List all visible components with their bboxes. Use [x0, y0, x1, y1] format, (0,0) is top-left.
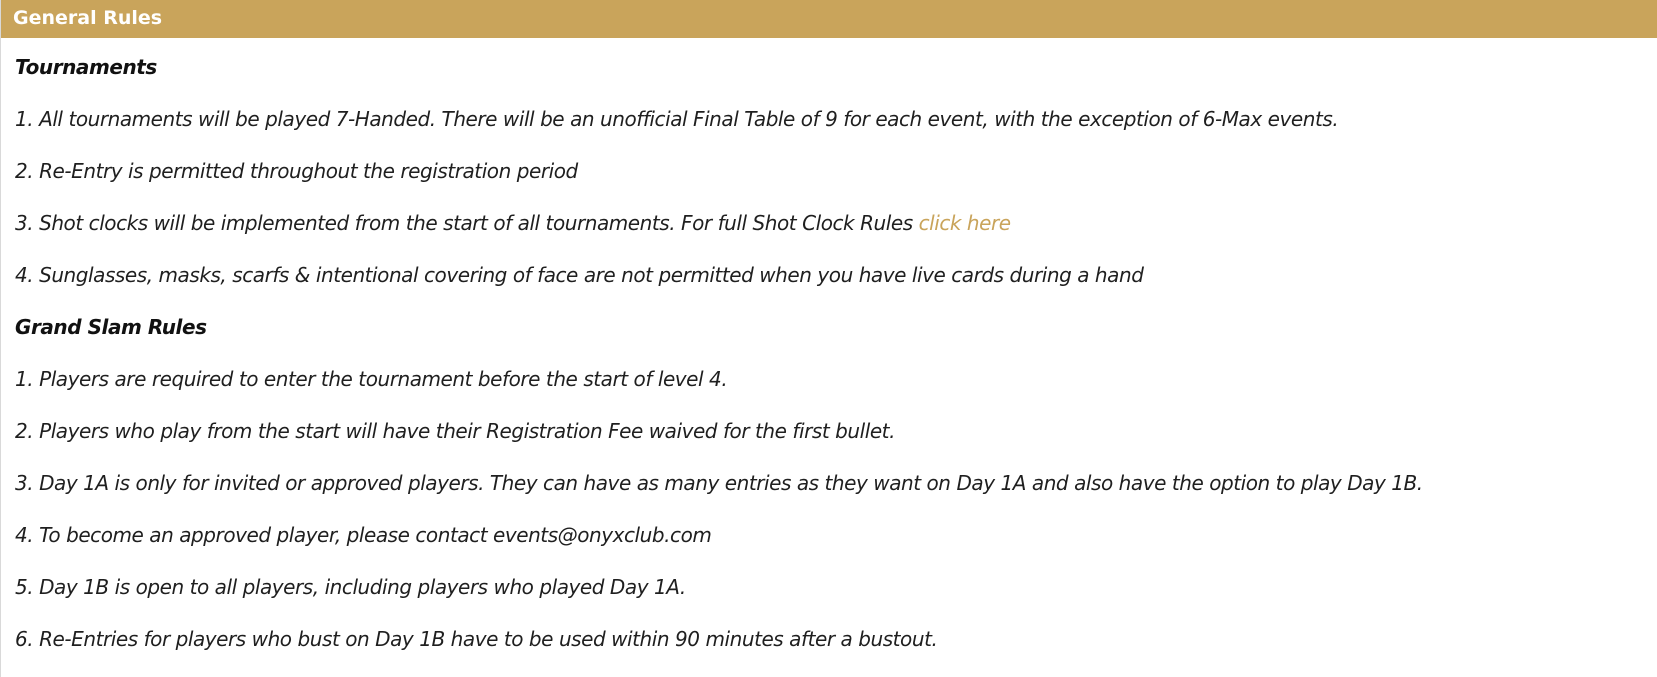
tournament-rule-3-text: 3. Shot clocks will be implemented from the start of all tournaments. For full Shot Clock Rules — [15, 211, 919, 235]
tournament-rule-4: 4. Sunglasses, masks, scarfs & intentional covering of face are not permitted when you have live cards during a hand — [15, 263, 1144, 287]
tournament-rule-2: 2. Re-Entry is permitted throughout the registration period — [15, 159, 578, 183]
grand-slam-heading: Grand Slam Rules — [15, 315, 207, 339]
tournament-rule-3 — [15, 197, 1657, 249]
grand-slam-rule-2: 2. Players who play from the start will have their Registration Fee waived for the first bullet. — [15, 419, 895, 443]
grand-slam-rule-3: 3. Day 1A is only for invited or approved players. They can have as many entries as they want on Day 1A and also have the option to play Day 1B. — [15, 471, 1423, 495]
panel-title: General Rules — [13, 7, 163, 29]
rules-content — [1, 41, 1657, 665]
grand-slam-rule-4: 4. To become an approved player, please contact events@onyxclub.com — [15, 523, 712, 547]
grand-slam-rule-5: 5. Day 1B is open to all players, including players who played Day 1A. — [15, 575, 686, 599]
grand-slam-rule-6: 6. Re-Entries for players who bust on Day 1B have to be used within 90 minutes after a bustout. — [15, 627, 938, 651]
tournament-rule-1: 1. All tournaments will be played 7-Handed. There will be an unofficial Final Table of 9 for each event, with the exception of 6-Max events. — [15, 107, 1339, 131]
tournaments-heading: Tournaments — [15, 55, 157, 79]
panel-header — [1, 0, 1657, 38]
grand-slam-rule-1: 1. Players are required to enter the tournament before the start of level 4. — [15, 367, 728, 391]
shot-clock-rules-link[interactable]: click here — [918, 211, 1011, 235]
